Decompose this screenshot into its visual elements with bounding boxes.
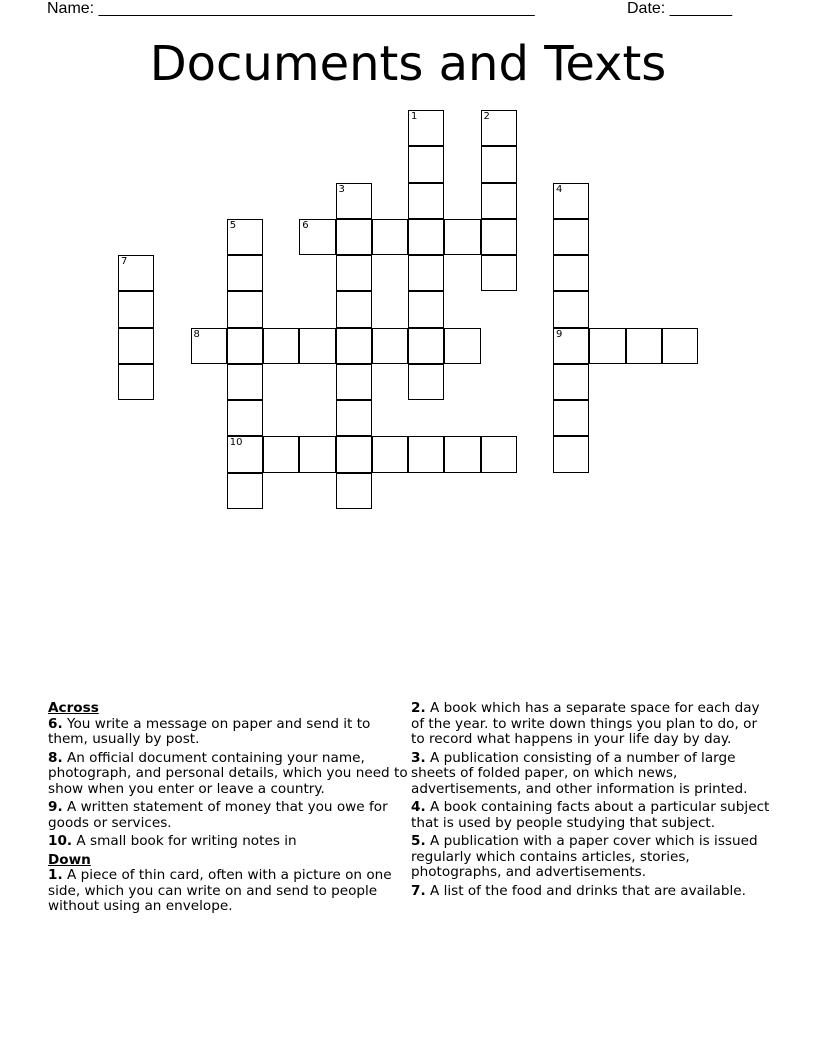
grid-cell[interactable]	[662, 328, 698, 364]
clue-number: 9	[556, 328, 563, 340]
date-field[interactable]: Date: _______	[627, 0, 732, 17]
grid-cell[interactable]	[299, 436, 335, 472]
grid-cell[interactable]	[553, 183, 589, 219]
grid-cell[interactable]	[626, 328, 662, 364]
grid-cell[interactable]	[408, 219, 444, 255]
clue-number: 6	[302, 219, 309, 231]
grid-cell[interactable]	[336, 400, 372, 436]
grid-cell[interactable]	[336, 291, 372, 327]
across-heading: Across	[48, 700, 99, 716]
grid-cell[interactable]	[191, 328, 227, 364]
page-title: Documents and Texts	[149, 36, 667, 92]
grid-cell[interactable]	[589, 328, 625, 364]
clue-number: 10	[229, 437, 243, 449]
down-clue-list	[48, 868, 408, 915]
grid-cell[interactable]	[336, 183, 372, 219]
grid-cell[interactable]	[408, 291, 444, 327]
grid-cell[interactable]	[444, 219, 480, 255]
clue-item	[48, 800, 408, 831]
clue-item	[411, 800, 771, 831]
grid-cell[interactable]	[227, 436, 263, 472]
clue-number: 7	[121, 256, 128, 267]
clue-item	[48, 751, 408, 798]
grid-cell[interactable]	[227, 328, 263, 364]
grid-cell[interactable]	[408, 255, 444, 291]
grid-cell[interactable]	[481, 436, 517, 472]
clue-number: 3	[338, 183, 345, 195]
grid-cell[interactable]	[227, 400, 263, 436]
clue-number: 8	[193, 328, 200, 340]
grid-cell[interactable]	[336, 436, 372, 472]
clue-text: A publication with a paper cover which is issued regularly which contains articles, stories, photographs, and advertisements.	[411, 833, 758, 880]
grid-cell[interactable]	[408, 110, 444, 146]
clue-text: A small book for writing notes in	[72, 833, 297, 849]
grid-cell[interactable]	[227, 291, 263, 327]
clue-number-label: 3.	[411, 749, 426, 766]
grid-cell[interactable]	[372, 219, 408, 255]
grid-cell[interactable]	[118, 255, 154, 291]
grid-cell[interactable]	[481, 146, 517, 182]
clue-text: A list of the food and drinks that are available.	[425, 882, 746, 899]
grid-cell[interactable]	[227, 364, 263, 400]
grid-cell[interactable]	[336, 473, 372, 509]
grid-cell[interactable]	[481, 219, 517, 255]
grid-cell[interactable]	[553, 400, 589, 436]
clue-text: An official document containing your name, photograph, and personal details, which you need to show when you enter or leave a country.	[48, 749, 408, 797]
grid-cell[interactable]	[408, 328, 444, 364]
clue-number: 5	[229, 219, 237, 231]
clue-text: A piece of thin card, often with a picture on one side, which you can write on and send to people without using an envelope.	[48, 867, 392, 914]
clue-item	[48, 868, 408, 915]
clue-number-label: 1.	[48, 867, 63, 883]
grid-cell[interactable]	[227, 255, 263, 291]
clue-text: You write a message on paper and send it to them, usually by post.	[48, 715, 371, 747]
clue-item	[48, 834, 408, 850]
clue-text: A book which has a separate space for each day of the year. to write down things you plan to do, or to record what happens in your life day by day.	[411, 700, 760, 747]
grid-cell[interactable]	[227, 219, 263, 255]
grid-cell[interactable]	[118, 328, 154, 364]
clue-text: A book containing facts about a particular subject that is used by people studying that subject.	[411, 799, 770, 831]
clue-number-label: 10.	[48, 833, 73, 849]
grid-cell[interactable]	[118, 291, 154, 327]
clue-text: A publication consisting of a number of large sheets of folded paper, on which news, advertisements, and other information is printed.	[411, 749, 748, 797]
grid-cell[interactable]	[299, 219, 335, 255]
clue-number-label: 5.	[411, 833, 426, 849]
grid-cell[interactable]	[444, 436, 480, 472]
name-field[interactable]: Name: _________________________________________________	[47, 0, 535, 17]
grid-cell[interactable]	[263, 328, 299, 364]
grid-cell[interactable]	[408, 183, 444, 219]
clue-number-label: 2.	[411, 700, 426, 716]
grid-cell[interactable]	[299, 328, 335, 364]
clue-number-label: 8.	[48, 749, 63, 766]
grid-cell[interactable]	[553, 291, 589, 327]
grid-cell[interactable]	[336, 219, 372, 255]
grid-cell[interactable]	[553, 255, 589, 291]
clue-item	[48, 717, 408, 748]
across-clue-list	[48, 717, 408, 850]
clue-item	[411, 884, 771, 900]
clue-number-label: 9.	[48, 799, 63, 815]
grid-cell[interactable]	[553, 328, 589, 364]
clue-number-label: 6.	[48, 715, 63, 732]
down-clue-list-continued	[411, 701, 771, 899]
down-heading: Down	[48, 851, 91, 868]
grid-cell[interactable]	[336, 255, 372, 291]
grid-cell[interactable]	[553, 436, 589, 472]
grid-cell[interactable]	[553, 364, 589, 400]
clue-number-label: 4.	[411, 799, 426, 815]
grid-cell[interactable]	[372, 328, 408, 364]
clue-item	[411, 751, 771, 798]
clue-text: A written statement of money that you owe for goods or services.	[48, 799, 388, 831]
clue-item	[411, 834, 771, 881]
grid-cell[interactable]	[118, 364, 154, 400]
grid-cell[interactable]	[263, 436, 299, 472]
grid-cell[interactable]	[481, 110, 517, 146]
clue-number: 4	[556, 183, 563, 195]
grid-cell[interactable]	[336, 328, 372, 364]
clue-item	[411, 701, 771, 748]
grid-cell[interactable]	[227, 473, 263, 509]
clues-right-column	[411, 701, 771, 902]
clue-number: 2	[483, 111, 490, 122]
grid-cell[interactable]	[336, 364, 372, 400]
grid-cell[interactable]	[444, 328, 480, 364]
grid-cell[interactable]	[481, 255, 517, 291]
grid-cell[interactable]	[408, 436, 444, 472]
clue-number-label: 7.	[411, 882, 426, 899]
grid-cell[interactable]	[553, 219, 589, 255]
clue-number: 1	[411, 111, 418, 122]
clues-left-column	[48, 701, 408, 918]
grid-cell[interactable]	[408, 364, 444, 400]
grid-cell[interactable]	[408, 146, 444, 182]
grid-cell[interactable]	[372, 436, 408, 472]
grid-cell[interactable]	[481, 183, 517, 219]
